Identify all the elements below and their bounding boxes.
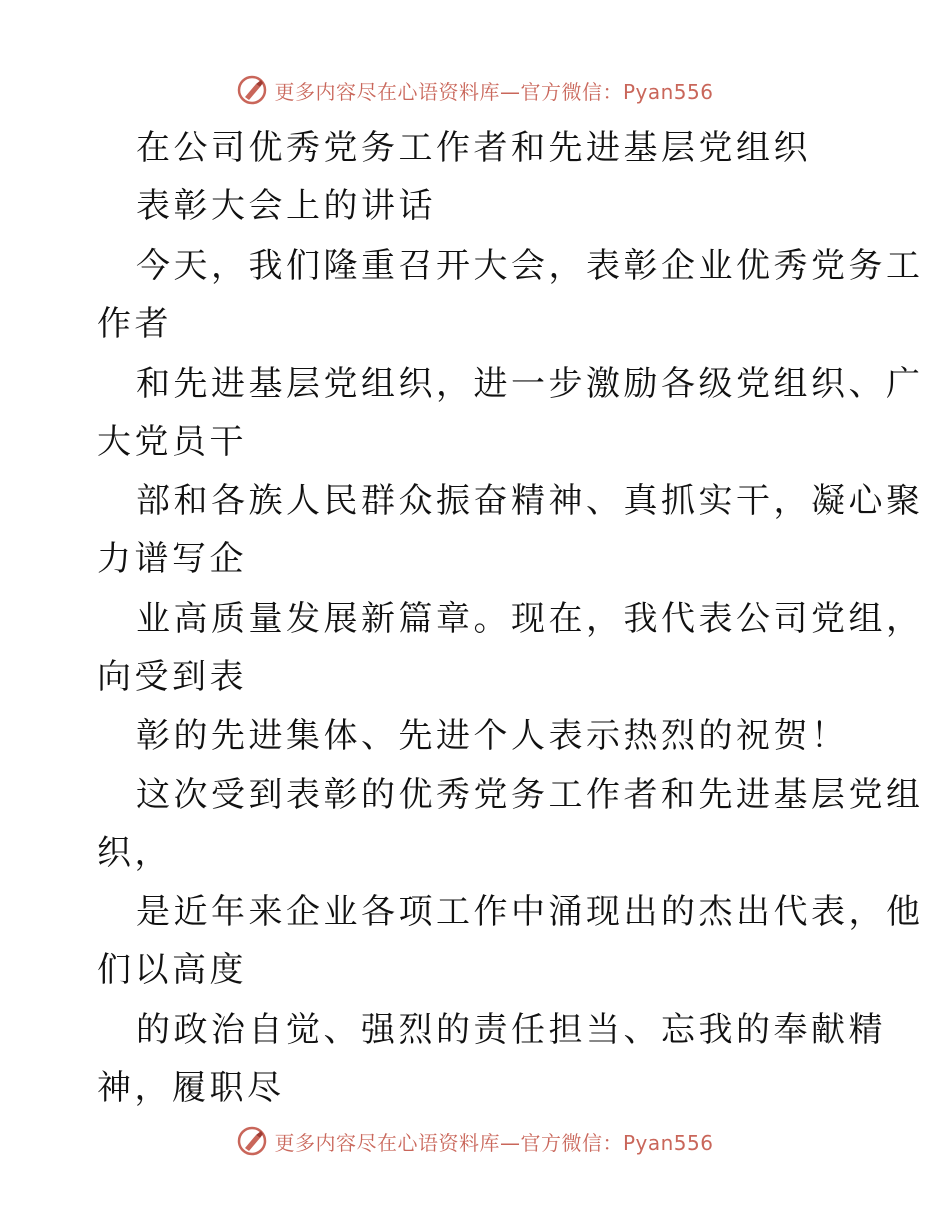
paragraph-line: 今天，我们隆重召开大会，表彰企业优秀党务工 [136,246,924,286]
paragraph-line: 和先进基层党组织，进一步激励各级党组织、广 [136,364,924,404]
footer-watermark-banner [0,1121,950,1161]
paragraph-line: 部和各族人民群众振奋精神、真抓实干，凝心聚 [136,481,924,521]
paragraph-line: 力谱写企 [97,539,247,579]
title-line-2: 表彰大会上的讲话 [136,186,436,226]
pen-nib-circle-icon [236,1125,268,1157]
watermark-text: 更多内容尽在心语资料库—官方微信：Pyan556 [274,79,714,104]
paragraph-line: 这次受到表彰的优秀党务工作者和先进基层党组 [136,775,924,815]
paragraph-line: 织， [97,833,172,873]
paragraph-line: 向受到表 [97,657,247,697]
header-watermark-banner [0,70,950,110]
pen-nib-circle-icon [236,74,268,106]
paragraph-line: 大党员干 [97,422,247,462]
paragraph-line: 是近年来企业各项工作中涌现出的杰出代表，他 [136,892,924,932]
paragraph-line: 作者 [97,304,172,344]
paragraph-line: 们以高度 [97,950,247,990]
paragraph-line: 彰的先进集体、先进个人表示热烈的祝贺！ [136,716,849,756]
paragraph-line: 神，履职尽 [97,1068,285,1108]
title-line-1: 在公司优秀党务工作者和先进基层党组织 [136,128,811,168]
watermark-text: 更多内容尽在心语资料库—官方微信：Pyan556 [274,1130,714,1155]
paragraph-line: 业高质量发展新篇章。现在，我代表公司党组， [136,599,924,639]
paragraph-line: 的政治自觉、强烈的责任担当、忘我的奉献精 [136,1010,886,1050]
